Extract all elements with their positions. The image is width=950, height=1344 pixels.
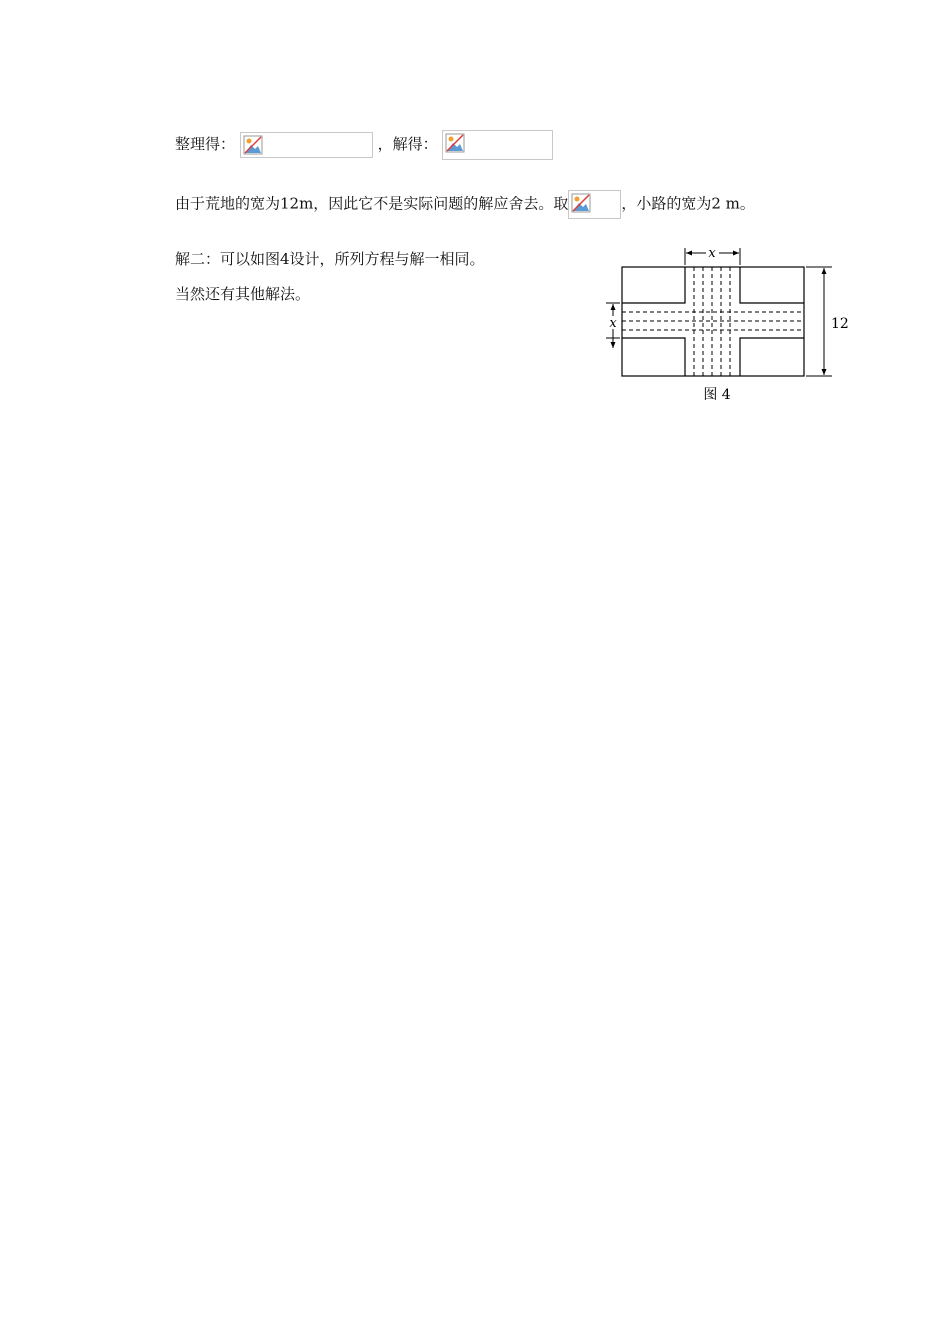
equation-image-placeholder-2 <box>442 130 553 160</box>
explanation-suffix: ，小路的宽为2 m。 <box>621 194 755 213</box>
broken-image-icon <box>445 133 465 153</box>
height-label: 12 <box>831 316 849 332</box>
left-x-label: x <box>609 316 617 331</box>
broken-image-icon <box>571 193 591 213</box>
explanation-line <box>175 190 755 219</box>
organize-label: 整理得： <box>175 135 236 153</box>
equation-line-1 <box>175 130 553 160</box>
explanation-prefix: 由于荒地的宽为12m，因此它不是实际问题的解应舍去。取 <box>175 194 569 213</box>
figure-4-diagram <box>600 240 850 410</box>
other-methods-line: 当然还有其他解法。 <box>175 285 311 303</box>
top-x-label: x <box>708 246 716 261</box>
equation-image-placeholder-3 <box>568 190 621 219</box>
broken-image-icon <box>243 135 263 155</box>
figure-4 <box>600 240 850 410</box>
equation-image-placeholder-1 <box>240 132 373 158</box>
solution-two-line: 解二：可以如图4设计，所列方程与解一相同。 <box>175 250 485 268</box>
solve-label: ，解得： <box>377 135 438 153</box>
figure-caption: 图 4 <box>703 387 731 403</box>
